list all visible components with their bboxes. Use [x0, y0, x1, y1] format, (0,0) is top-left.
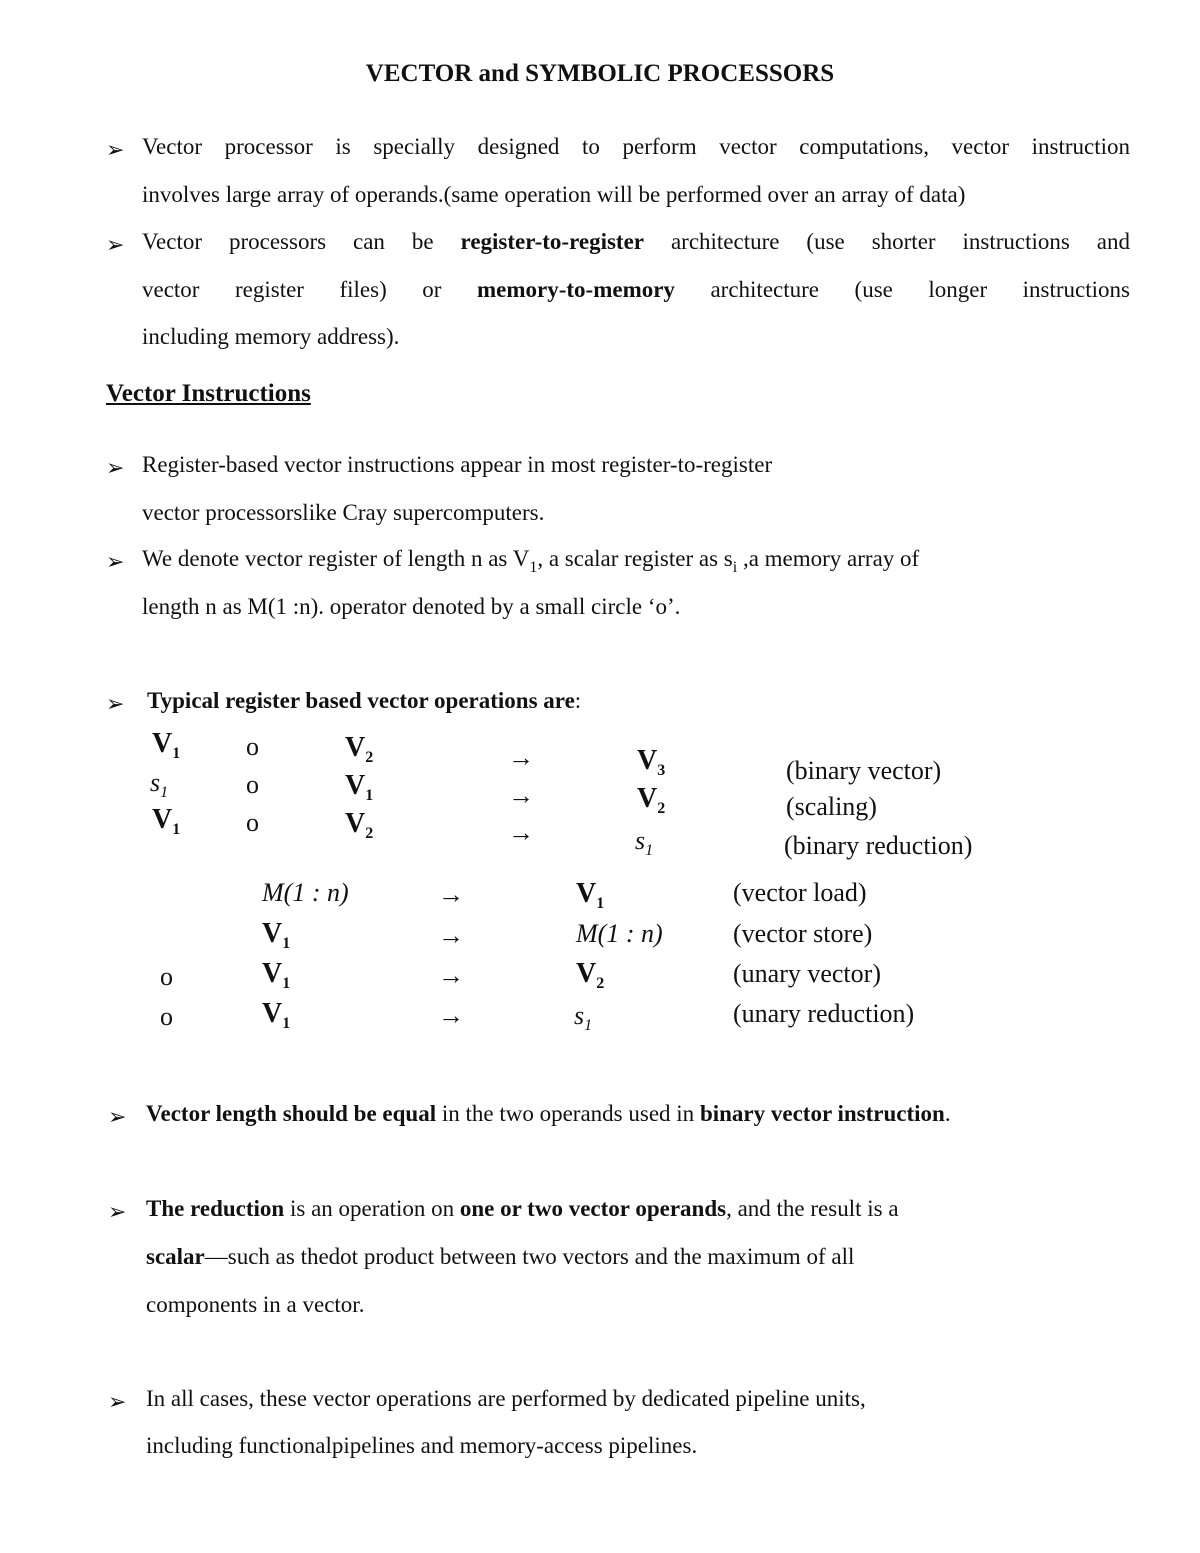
op-operand: $V_1$ [152, 728, 181, 762]
op-result: $V_2$ [637, 783, 666, 817]
bullet-icon: ➢ [108, 1104, 127, 1129]
op-operand: M(1 : n) [262, 878, 349, 907]
paragraph-line: including memory address). [142, 324, 400, 349]
arrow-icon: → [438, 880, 464, 909]
bullet-icon: ➢ [108, 1389, 127, 1414]
op-label: (unary vector) [733, 959, 881, 988]
paragraph-line: In all cases, these vector operations are performed by dedicated pipeline units, [146, 1386, 866, 1411]
bullet-icon: ➢ [108, 1199, 127, 1224]
op-operand: $V_1$ [152, 804, 181, 838]
op-circle: o [160, 962, 173, 991]
op-operand: $s_1$ [150, 768, 169, 801]
arrow-icon: → [438, 961, 464, 990]
op-label: (binary vector) [786, 756, 942, 785]
paragraph-line: vector processorslike Cray supercomputers. [142, 500, 545, 525]
arrow-icon: → [508, 818, 534, 847]
bullet-icon: ➢ [106, 232, 125, 257]
op-operand: $V_1$ [262, 958, 291, 992]
arrow-icon: → [508, 743, 534, 772]
op-result: $s_1$ [635, 826, 654, 859]
op-label: (vector load) [733, 878, 867, 907]
op-label: (binary reduction) [784, 831, 973, 860]
op-result: $s_1$ [574, 1001, 593, 1034]
paragraph-line: Vector length should be equal in the two operands used in binary vector instruction. [146, 1101, 951, 1126]
paragraph-line: including functionalpipelines and memory-access pipelines. [146, 1433, 698, 1458]
bullet-icon: ➢ [106, 691, 125, 716]
paragraph-line: Vector processor is specially designed to perform vector computations, vector instruction [142, 134, 1130, 159]
arrow-icon: → [508, 781, 534, 810]
arrow-icon: → [438, 921, 464, 950]
bullet-icon: ➢ [106, 137, 125, 162]
paragraph-line: We denote vector register of length n as $V_1$, a scalar register as $s_i$ ,a memory array of [142, 546, 920, 576]
op-circle: o [246, 732, 259, 761]
op-result: $V_2$ [576, 958, 605, 992]
bullet-icon: ➢ [106, 455, 125, 480]
paragraph-line: Typical register based vector operations are: [147, 688, 582, 713]
op-operand: $V_2$ [345, 808, 374, 842]
paragraph-line: Vector processors can be register-to-register architecture (use shorter instructions and [142, 229, 1130, 254]
paragraph-line: length n as M(1 :n). operator denoted by a small circle ‘o’. [142, 594, 681, 619]
op-operand: $V_1$ [262, 998, 291, 1032]
bullet-icon: ➢ [106, 549, 125, 574]
arrow-icon: → [438, 1001, 464, 1030]
op-label: (unary reduction) [733, 999, 915, 1028]
paragraph-line: scalar—such as thedot product between two vectors and the maximum of all [146, 1244, 855, 1269]
op-operand: $V_2$ [345, 732, 374, 766]
section-heading: Vector Instructions [106, 380, 311, 407]
op-circle: o [160, 1002, 173, 1031]
paragraph-line: vector register files) or memory-to-memory architecture (use longer instructions [142, 277, 1130, 302]
paragraph-line: Register-based vector instructions appear in most register-to-register [142, 452, 773, 477]
op-circle: o [246, 808, 259, 837]
op-label: (scaling) [786, 792, 877, 821]
page-title: VECTOR and SYMBOLIC PROCESSORS [365, 60, 835, 87]
paragraph-line: components in a vector. [146, 1292, 365, 1317]
op-circle: o [246, 770, 259, 799]
paragraph-line: The reduction is an operation on one or two vector operands, and the result is a [146, 1196, 899, 1221]
op-result: $V_3$ [637, 745, 666, 779]
op-label: (vector store) [733, 919, 873, 948]
op-operand: $V_1$ [345, 770, 374, 804]
op-result: M(1 : n) [576, 919, 663, 948]
paragraph-line: involves large array of operands.(same operation will be performed over an array of data) [142, 182, 966, 207]
op-operand: $V_1$ [262, 918, 291, 952]
op-result: $V_1$ [576, 878, 605, 912]
